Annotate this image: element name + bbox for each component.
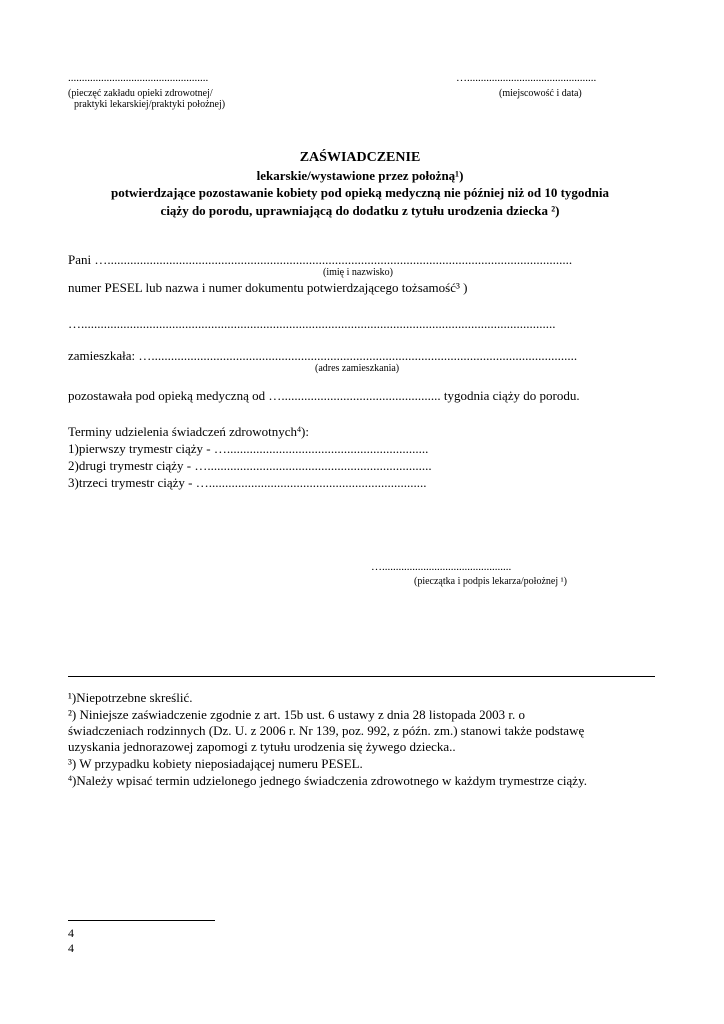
terms-heading — [68, 424, 309, 440]
document-subtitle-2: potwierdzające pozostawanie kobiety pod opieką medyczną nie później niż od 10 tygodnia — [111, 185, 609, 200]
pesel-label: numer PESEL lub nazwa i numer dokumentu potwierdzającego tożsamość³ ) — [68, 280, 468, 295]
stamp-caption-line2: praktyki lekarskiej/praktyki położnej) — [74, 99, 226, 110]
address-field[interactable]: zamieszkała: …................................................................................................................................... — [68, 348, 578, 363]
terms-sup: 4 — [297, 425, 302, 434]
bottom-divider — [68, 920, 215, 921]
signature-dots[interactable]: …............................................... — [371, 561, 512, 573]
terms-label: Terminy udzielenia świadczeń zdrowotnych — [68, 424, 298, 439]
footnote-1: ¹)Niepotrzebne skreślić. — [68, 690, 193, 705]
footnote-4-text: )Należy wpisać termin udzielonego jednego świadczenia zdrowotnego w każdym trymestrze ciąży. — [72, 773, 587, 788]
pani-caption: (imię i nazwisko) — [323, 267, 393, 278]
trimester-3-field[interactable]: 3)trzeci trymestr ciąży - …................................................................... — [68, 475, 427, 490]
bottom-note-1: 4 — [68, 926, 74, 940]
document-subtitle-1: lekarskie/wystawione przez położną¹) — [256, 168, 464, 183]
terms-suffix: ): — [301, 424, 309, 439]
care-field[interactable]: pozostawała pod opieką medyczną od …................................................. tygodnia ciąży do porodu. — [68, 388, 580, 403]
stamp-dots[interactable]: ................................................... — [68, 72, 209, 84]
place-date-caption: (miejscowość i data) — [499, 88, 582, 99]
footnote-divider — [68, 676, 655, 677]
address-caption: (adres zamieszkania) — [315, 363, 400, 374]
pani-field[interactable]: Pani …............................................................................................................................................... — [68, 252, 573, 267]
trimester-2-field[interactable]: 2)drugi trymestr ciąży - …..................................................................... — [68, 458, 432, 473]
footnote-2-line3: uzyskania jednorazowej zapomogi z tytułu urodzenia się żywego dziecka.. — [68, 739, 456, 754]
document-title: ZAŚWIADCZENIE — [299, 150, 421, 165]
footnote-3: ³) W przypadku kobiety nieposiadającej numeru PESEL. — [68, 756, 363, 771]
pesel-field[interactable]: ….................................................................................................................................................. — [68, 316, 556, 331]
footnote-4 — [68, 773, 587, 789]
place-date-dots[interactable]: …............................................... — [456, 72, 597, 84]
footnote-2-line1: ²) Niniejsze zaświadczenie zgodnie z art. 15b ust. 6 ustawy z dnia 28 listopada 2003 r. o — [68, 707, 525, 722]
trimester-1-field[interactable]: 1)pierwszy trymestr ciąży - ….............................................................. — [68, 441, 429, 456]
stamp-caption-line1: (pieczęć zakładu opieki zdrowotnej/ — [68, 88, 213, 99]
bottom-note-2: 4 — [68, 941, 74, 955]
document-subtitle-3: ciąży do porodu, uprawniającą do dodatku z tytułu urodzenia dziecka ²) — [160, 203, 560, 218]
footnote-4-sup: 4 — [68, 774, 72, 783]
footnote-2-line2: świadczeniach rodzinnych (Dz. U. z 2006 r. Nr 139, poz. 992, z późn. zm.) stanowi także podstawę — [68, 723, 585, 738]
signature-caption: (pieczątka i podpis lekarza/położnej ¹) — [414, 576, 567, 587]
